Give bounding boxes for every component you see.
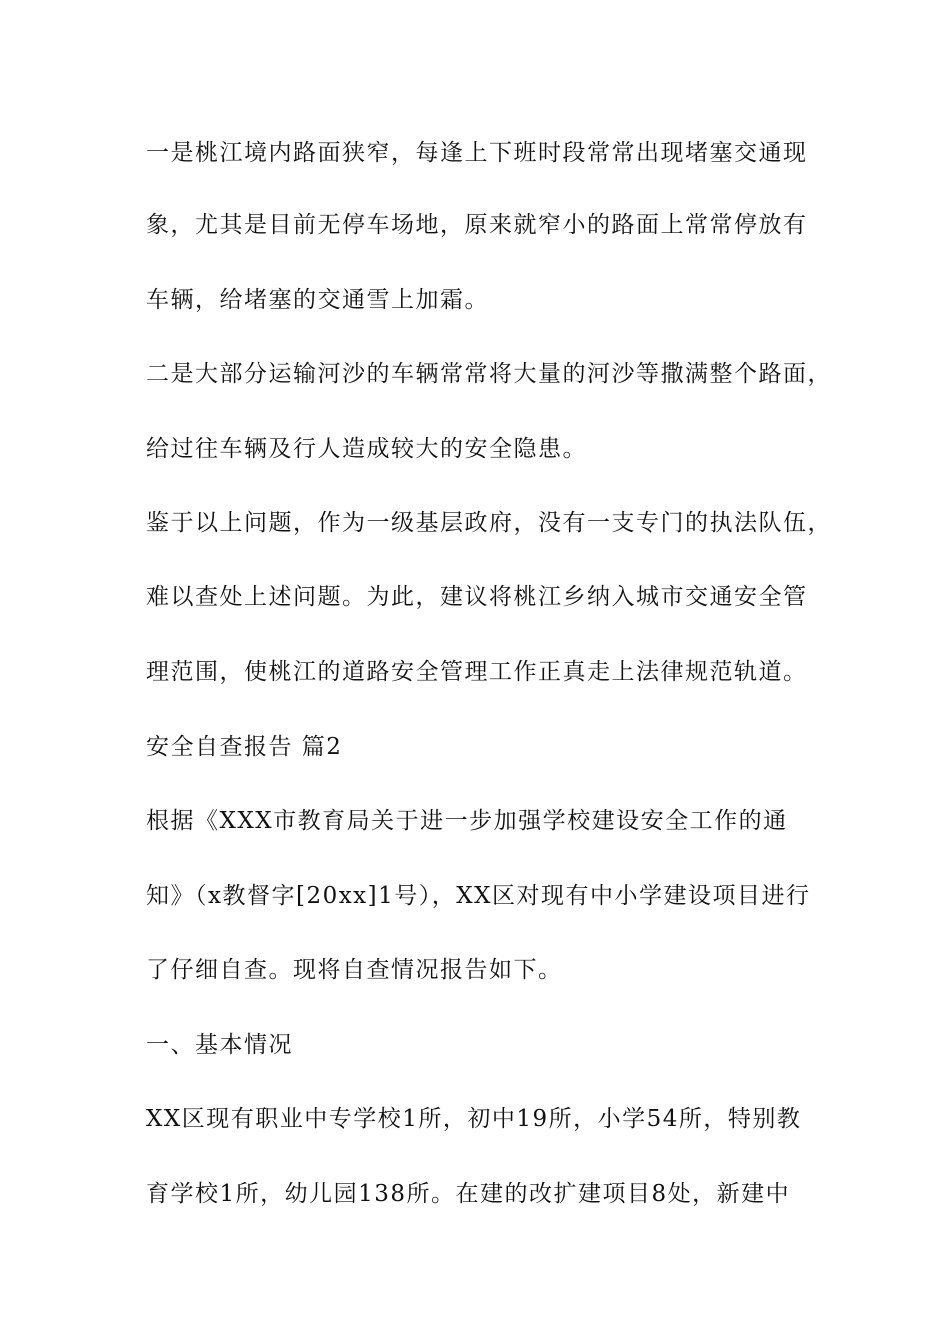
- paragraph-3-line-1: 鉴于以上问题，作为一级基层政府，没有一支专门的执法队伍，: [146, 510, 832, 536]
- paragraph-4-line-1: 根据《XXX市教育局关于进一步加强学校建设安全工作的通: [146, 808, 788, 834]
- paragraph-1-line-3: 车辆，给堵塞的交通雪上加霜。: [146, 287, 489, 313]
- section-heading-report-2: 安全自查报告 篇2: [146, 734, 343, 760]
- paragraph-2-line-2: 给过往车辆及行人造成较大的安全隐患。: [146, 436, 587, 462]
- paragraph-5-line-2: 育学校1所，幼儿园138所。在建的改扩建项目8处，新建中: [146, 1181, 791, 1207]
- paragraph-4-line-2: 知》（x教督字[20xx]1号），XX区对现有中小学建设项目进行: [146, 883, 811, 909]
- paragraph-3-line-3: 理范围，使桃江的道路安全管理工作正真走上法律规范轨道。: [146, 659, 808, 685]
- paragraph-3-line-2: 难以查处上述问题。为此，建议将桃江乡纳入城市交通安全管: [146, 584, 808, 610]
- paragraph-5-line-1: XX区现有职业中专学校1所，初中19所，小学54所，特别教: [146, 1106, 802, 1132]
- paragraph-1-line-2: 象，尤其是目前无停车场地，原来就窄小的路面上常常停放有: [146, 212, 808, 238]
- paragraph-4-line-3: 了仔细自查。现将自查情况报告如下。: [146, 957, 563, 983]
- paragraph-1-line-1: 一是桃江境内路面狭窄，每逢上下班时段常常出现堵塞交通现: [146, 140, 808, 166]
- section-heading-basic-info: 一、基本情况: [146, 1032, 293, 1058]
- paragraph-2-line-1: 二是大部分运输河沙的车辆常常将大量的河沙等撒满整个路面，: [146, 361, 832, 387]
